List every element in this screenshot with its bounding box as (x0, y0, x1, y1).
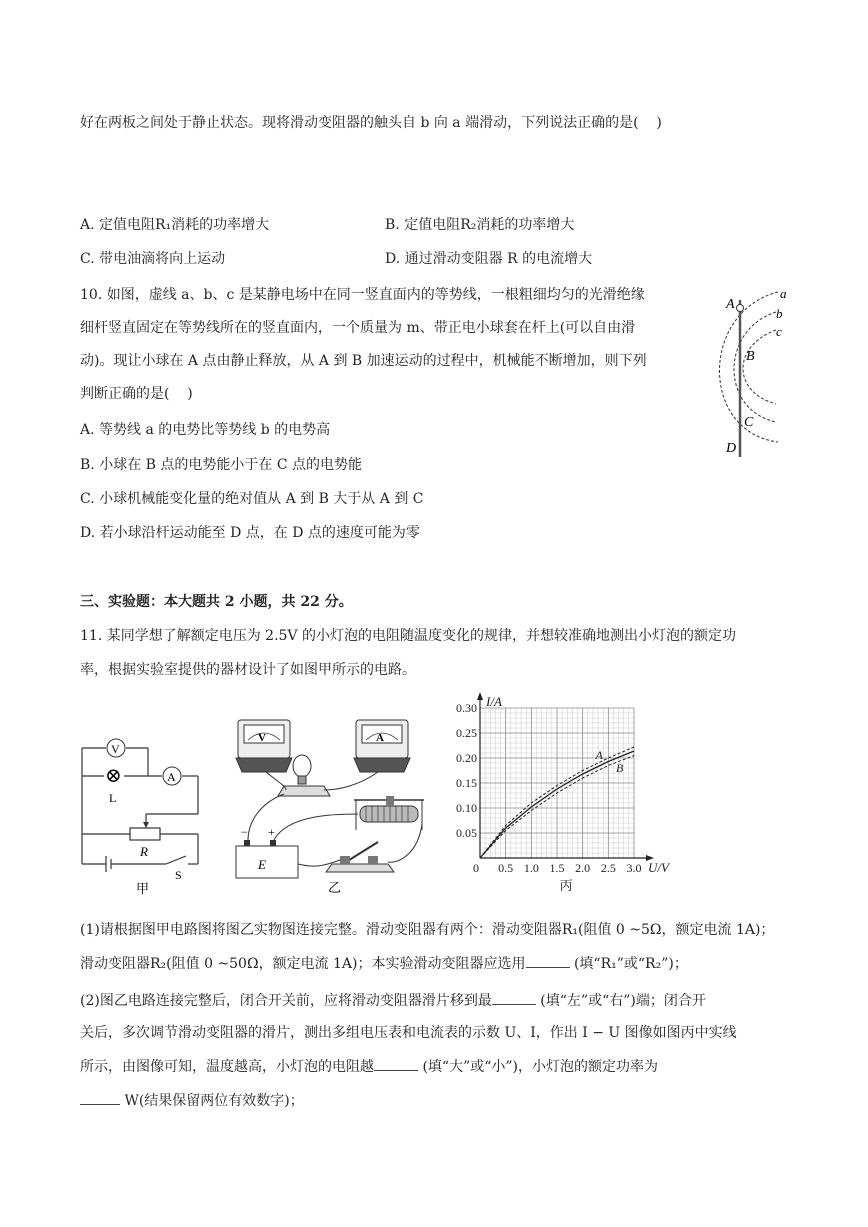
q10-figure (690, 282, 800, 460)
q11-part2-line-3 (80, 1056, 658, 1077)
q11-part2-line-3-hint: (填“大”或“小”)，小灯泡的额定功率为 (422, 1059, 659, 1075)
voltmeter-device (236, 720, 292, 772)
y-tick-label: 0.20 (456, 751, 477, 765)
y-tick-label: 0.15 (456, 776, 477, 790)
ammeter-device (354, 720, 410, 772)
q11-part1-line-1: (1)请根据图甲电路图将图乙实物图连接完整。滑动变阻器有两个：滑动变阻器R₁(阻值 0 ~5Ω，额定电流 1A)； (80, 922, 775, 938)
q10-line-1: 10. 如图，虚线 a、b、c 是某静电场中在同一竖直面内的等势线，一根粗细均匀的光滑绝缘 (80, 287, 645, 303)
q10-option-c: C. 小球机械能变化量的绝对值从 A 到 B 大于从 A 到 C (80, 491, 424, 507)
label-line-a: a (780, 286, 787, 301)
figure-yi-apparatus (228, 714, 436, 896)
ammeter-label: A (167, 770, 176, 784)
battery-minus: − (241, 825, 248, 839)
voltmeter-label: V (111, 742, 120, 756)
q11-part2-line-1 (80, 990, 706, 1011)
label-line-b: b (776, 306, 783, 321)
q10-line-3: 动)。现让小球在 A 点由静止释放，从 A 到 B 加速运动的过程中，机械能不断增加，则下列 (80, 353, 647, 369)
x-tick-label: 3.0 (626, 861, 642, 875)
label-point-b: B (746, 349, 755, 364)
y-axis-arrow (477, 692, 483, 700)
y-tick-label: 0.25 (456, 726, 477, 740)
equipotential-c (743, 330, 776, 404)
q11-line-2: 率，根据实验室提供的器材设计了如图甲所示的电路。 (80, 662, 416, 678)
x-axis-label: U/V (648, 860, 669, 875)
answer-blank-resistance[interactable] (374, 1056, 418, 1071)
battery-plus: + (268, 825, 275, 839)
q11-part2-line-3-text: 所示，由图像可知，温度越高，小灯泡的电阻越 (80, 1059, 374, 1075)
q10-line-2: 细杆竖直固定在等势线所在的竖直面内，一个质量为 m、带正电小球套在杆上(可以自由滑 (80, 320, 636, 336)
q10-option-d: D. 若小球沿杆运动能至 D 点，在 D 点的速度可能为零 (80, 525, 420, 541)
lamp-label: L (109, 791, 117, 805)
q9-option-b: B. 定值电阻R₂消耗的功率增大 (385, 217, 575, 233)
q9-option-d: D. 通过滑动变阻器 R 的电流增大 (385, 251, 593, 267)
y-tick-label: 0.10 (456, 801, 477, 815)
x-tick-label: 1.5 (549, 861, 565, 875)
switch-label: S (175, 868, 182, 882)
q10-line-4: 判断正确的是( ) (80, 386, 193, 402)
label-line-c: c (776, 324, 782, 339)
q9-option-a: A. 定值电阻R₁消耗的功率增大 (80, 217, 270, 233)
y-axis-label: I/A (486, 694, 502, 709)
q11-part2-line-2: 关后，多次调节滑动变阻器的滑片，测出多组电压表和电流表的示数 U、I，作出 I − U 图像如图丙中实线 (80, 1025, 737, 1041)
q11-line-1: 11. 某同学想了解额定电压为 2.5V 的小灯泡的电阻随温度变化的规律，并想较准确地测出小灯泡的额定功 (80, 628, 736, 644)
battery-label: E (258, 857, 266, 872)
q11-part2-line-4 (80, 1090, 304, 1111)
label-point-d: D (726, 441, 737, 456)
figure-bing-chart (446, 692, 672, 902)
q11-part1-line-2-hint: (填“R₁”或“R₂”)； (573, 956, 688, 972)
x-tick-label: 0 (473, 861, 479, 875)
rheostat-device (354, 796, 424, 830)
q11-part2-line-1-hint: (填“左”或“右”)端；闭合开 (540, 993, 706, 1009)
voltmeter-device-label: V (258, 732, 266, 744)
rheostat-label: R (140, 844, 148, 859)
q11-part2-line-4-text: W(结果保留两位有效数字)； (124, 1093, 304, 1109)
figure-jia-circuit (78, 738, 208, 898)
switch-device (326, 842, 394, 872)
figure-yi-caption: 乙 (328, 880, 342, 895)
figure-jia-caption: 甲 (136, 881, 150, 896)
curve-label-b: B (616, 761, 624, 775)
q9-stem: 好在两板之间处于静止状态。现将滑动变阻器的触头自 b 向 a 端滑动，下列说法正确的是( ) (80, 115, 662, 131)
ball (737, 305, 744, 312)
q10-option-b: B. 小球在 B 点的电势能小于在 C 点的电势能 (80, 457, 362, 473)
label-point-a: A (726, 297, 735, 312)
y-tick-label: 0.05 (456, 826, 477, 840)
answer-blank-rheostat[interactable] (526, 953, 570, 968)
answer-blank-slider-end[interactable] (492, 990, 536, 1005)
figure-bing-caption: 丙 (559, 878, 573, 893)
q11-part1-line-2-text: 滑动变阻器R₂(阻值 0 ~50Ω，额定电流 1A)；本实验滑动变阻器应选用 (80, 956, 526, 972)
answer-blank-power[interactable] (80, 1090, 120, 1105)
x-tick-label: 2.5 (600, 861, 616, 875)
q11-part1-line-2 (80, 953, 688, 974)
lamp-symbol: ⊗ (105, 765, 122, 787)
x-tick-label: 2.0 (575, 861, 591, 875)
curve-label-a: A (595, 748, 603, 762)
q11-part2-line-1-text: (2)图乙电路连接完整后，闭合开关前，应将滑动变阻器滑片移到最 (80, 993, 492, 1009)
x-tick-label: 1.0 (523, 861, 539, 875)
battery-device (236, 825, 298, 878)
y-tick-label: 0.30 (456, 701, 477, 715)
q9-option-c: C. 带电油滴将向上运动 (80, 251, 226, 267)
section-3-heading: 三、实验题：本大题共 2 小题，共 22 分。 (80, 594, 353, 610)
x-tick-label: 0.5 (498, 861, 514, 875)
label-point-c: C (744, 415, 754, 430)
q10-option-a: A. 等势线 a 的电势比等势线 b 的电势高 (80, 422, 331, 438)
ammeter-device-label: A (376, 732, 384, 744)
